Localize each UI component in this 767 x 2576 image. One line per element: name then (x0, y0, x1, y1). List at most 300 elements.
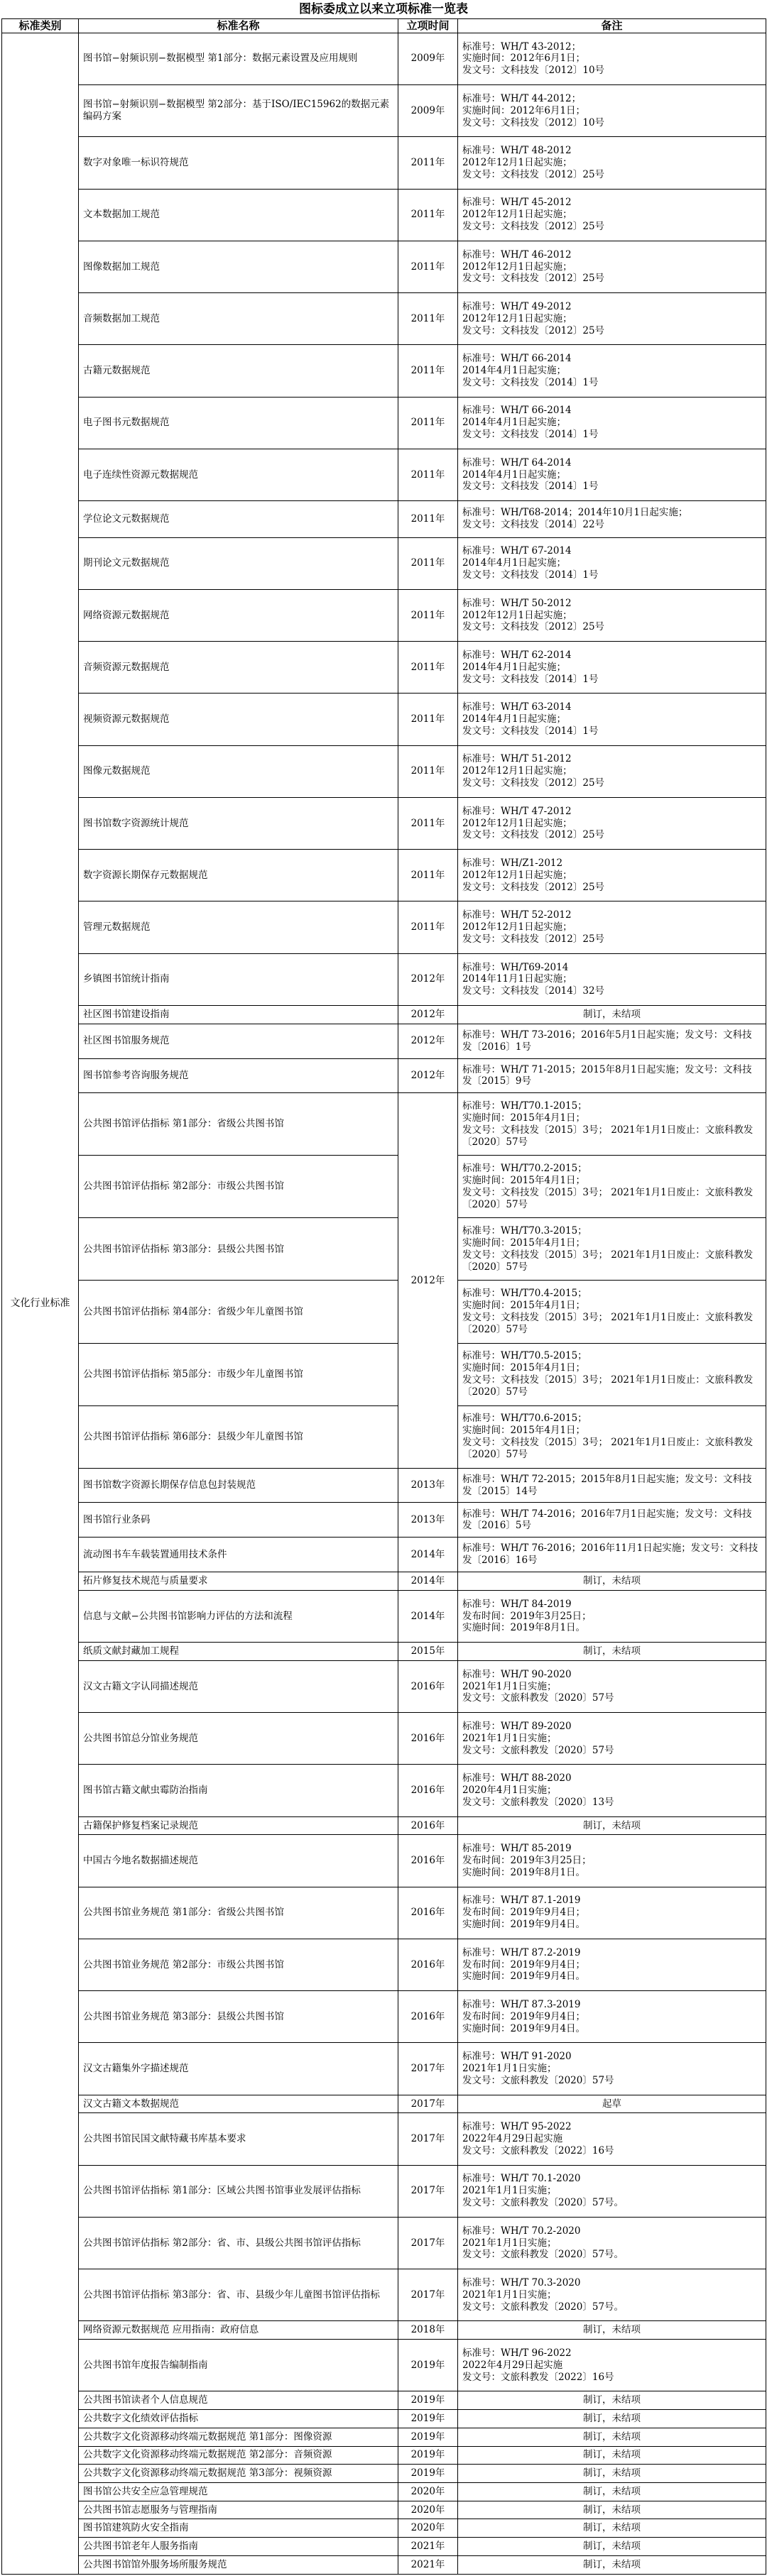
standard-name-cell: 公共图书馆民国文献特藏书库基本要求 (79, 2113, 398, 2165)
column-header-remarks: 备注 (458, 19, 766, 33)
remarks-line: 标准号：WH/T 67-2014 (462, 545, 572, 557)
table-row (2, 2321, 766, 2340)
remarks-line: 发文号：文科技发〔2012〕25号 (462, 168, 605, 180)
table-row (2, 2340, 766, 2391)
year-cell: 2011年 (398, 589, 458, 641)
remarks-cell (458, 2165, 766, 2217)
remarks-line: 2012年12月1日起实施； (462, 869, 572, 881)
standard-name-cell: 信息与文献−公共图书馆影响力评估的方法和流程 (79, 1590, 398, 1642)
table-row (2, 2391, 766, 2410)
remarks-line: 标准号：WH/T 85-2019 (462, 1843, 572, 1855)
standard-name-cell: 公共图书馆评估指标 第2部分：市级公共图书馆 (79, 1156, 398, 1218)
remarks-line: 2012年12月1日起实施； (462, 609, 572, 621)
remarks-line: 标准号：WH/T 51-2012 (462, 753, 572, 765)
standard-name-cell: 图书馆数字资源统计规范 (79, 797, 398, 849)
table-row (2, 2095, 766, 2113)
remarks-cell (458, 745, 766, 797)
remarks-line: 发文号：文旅科教发〔2020〕57号。 (462, 2197, 624, 2209)
year-cell: 2020年 (398, 2501, 458, 2519)
table-row (2, 2519, 766, 2538)
remarks-line: 发文号：文科技发〔2015〕3号； 2021年1月1日废止：文旅科教发〔2020〕57号 (462, 1312, 754, 1335)
remarks-line: 发文号：文科技发〔2012〕10号 (462, 65, 605, 77)
standard-name-cell: 公共图书馆评估指标 第6部分：县级少年儿童图书馆 (79, 1405, 398, 1468)
year-cell: 2011年 (398, 397, 458, 449)
year-cell: 2011年 (398, 189, 458, 241)
remarks-line: 2022年4月29日起实施 (462, 2133, 563, 2145)
standard-name-cell: 图像数据加工规范 (79, 241, 398, 292)
page-title: 图标委成立以来立项标准一览表 (299, 2, 468, 16)
remarks-cell (458, 1590, 766, 1642)
remarks-line: 2012年12月1日起实施； (462, 209, 572, 221)
remarks-cell (458, 1405, 766, 1468)
category-cell: 文化行业标准 (2, 33, 79, 2574)
remarks-cell (458, 2113, 766, 2165)
remarks-line: 实施时间：2015年4月1日； (462, 1300, 586, 1312)
year-cell: 2019年 (398, 2391, 458, 2410)
table-row (2, 2428, 766, 2446)
table-row (2, 2269, 766, 2321)
table-row (2, 1058, 766, 1093)
remarks-cell (458, 2555, 766, 2574)
year-cell: 2011年 (398, 241, 458, 292)
remarks-line: 2012年12月1日起实施； (462, 312, 572, 324)
remarks-cell (458, 1218, 766, 1281)
remarks-line: 标准号：WH/T70.5-2015； (462, 1350, 587, 1362)
table-header-row (2, 19, 766, 33)
remarks-line: 发文号：文旅科教发〔2020〕57号。 (462, 2249, 624, 2261)
remarks-line: 2014年4月1日起实施； (462, 713, 567, 725)
remarks-line: 制订，未结项 (583, 2449, 641, 2461)
standard-name-cell: 古籍保护修复档案记录规范 (79, 1816, 398, 1835)
remarks-line: 实施时间：2015年4月1日； (462, 1237, 586, 1249)
table-row (2, 2113, 766, 2165)
table-row (2, 850, 766, 901)
year-cell: 2018年 (398, 2321, 458, 2340)
year-cell: 2016年 (398, 1816, 458, 1835)
remarks-line: 发文号：文科技发〔2012〕25号 (462, 273, 605, 285)
remarks-line: 标准号：WH/T 91-2020 (462, 2051, 572, 2063)
remarks-line: 发文号：文科技发〔2012〕25号 (462, 881, 605, 893)
remarks-line: 标准号：WH/T 76-2016；2016年11月1日起实施；发文号：文科技发〔2016〕16号 (462, 1542, 758, 1567)
year-cell: 2017年 (398, 2269, 458, 2321)
standard-name-cell: 公共图书馆评估指标 第1部分：省级公共图书馆 (79, 1093, 398, 1156)
standard-name-cell: 图书馆建筑防火安全指南 (79, 2519, 398, 2538)
table-row (2, 1765, 766, 1816)
standard-name-cell: 数字对象唯一标识符规范 (79, 137, 398, 189)
remarks-line: 2014年4月1日起实施； (462, 365, 567, 377)
remarks-line: 标准号：WH/T 45-2012 (462, 197, 572, 209)
remarks-line: 标准号：WH/T70.4-2015； (462, 1288, 587, 1300)
remarks-line: 发文号：文科技发〔2012〕10号 (462, 116, 605, 128)
remarks-line: 标准号：WH/T 62-2014 (462, 649, 572, 661)
year-cell: 2019年 (398, 2340, 458, 2391)
standard-name-cell: 图书馆−射频识别−数据模型 第2部分：基于ISO/IEC15962的数据元素编码方案 (79, 85, 398, 137)
remarks-line: 制订，未结项 (583, 2324, 641, 2336)
standard-name-cell: 拓片修复技术规范与质量要求 (79, 1572, 398, 1591)
remarks-cell (458, 397, 766, 449)
standard-name-cell: 数字资源长期保存元数据规范 (79, 850, 398, 901)
standard-name-cell: 纸质文献封藏加工规程 (79, 1643, 398, 1661)
remarks-line: 发文号：文科技发〔2015〕3号； 2021年1月1日废止：文旅科教发〔2020〕57号 (462, 1374, 754, 1398)
remarks-line: 实施时间：2019年8月1日。 (462, 1622, 586, 1634)
remarks-cell (458, 1991, 766, 2043)
year-cell: 2011年 (398, 537, 458, 589)
table-row (2, 189, 766, 241)
year-cell: 2011年 (398, 694, 458, 745)
table-row (2, 1468, 766, 1503)
column-header-year: 立项时间 (398, 19, 458, 33)
remarks-cell (458, 2446, 766, 2465)
standard-name-cell: 汉文古籍文本数据规范 (79, 2095, 398, 2113)
table-body (2, 33, 766, 2574)
year-cell: 2016年 (398, 1939, 458, 1990)
table-row (2, 397, 766, 449)
remarks-cell (458, 2538, 766, 2556)
year-cell: 2011年 (398, 449, 458, 500)
remarks-line: 2021年1月1日实施； (462, 2185, 557, 2197)
remarks-line: 发文号：文旅科教发〔2020〕57号 (462, 1692, 614, 1704)
year-cell: 2019年 (398, 2410, 458, 2428)
year-cell: 2013年 (398, 1503, 458, 1538)
remarks-line: 制订，未结项 (583, 1008, 641, 1020)
remarks-cell (458, 241, 766, 292)
table-row (2, 2465, 766, 2483)
standard-name-cell: 图书馆参考咨询服务规范 (79, 1058, 398, 1093)
remarks-line: 标准号：WH/T70.6-2015； (462, 1413, 587, 1425)
remarks-line: 2021年1月1日实施； (462, 2289, 557, 2301)
remarks-line: 标准号：WH/T 70.3-2020 (462, 2276, 581, 2289)
table-row (2, 1816, 766, 1835)
remarks-cell (458, 1281, 766, 1343)
standard-name-cell: 电子连续性资源元数据规范 (79, 449, 398, 500)
standard-name-cell: 图像元数据规范 (79, 745, 398, 797)
remarks-cell (458, 1468, 766, 1503)
remarks-cell (458, 1503, 766, 1538)
table-row (2, 2217, 766, 2269)
remarks-line: 标准号：WH/T 95-2022 (462, 2121, 572, 2133)
year-cell: 2017年 (398, 2165, 458, 2217)
remarks-line: 实施时间：2015年4月1日； (462, 1175, 586, 1187)
remarks-line: 标准号：WH/T68-2014；2014年10月1日起实施； (462, 507, 688, 519)
table-row (2, 1713, 766, 1765)
remarks-line: 2021年1月1日实施； (462, 1680, 557, 1692)
remarks-line: 2020年4月1日实施； (462, 1785, 557, 1797)
remarks-line: 标准号：WH/T70.2-2015； (462, 1163, 587, 1175)
table-row (2, 589, 766, 641)
remarks-cell (458, 2410, 766, 2428)
remarks-line: 制订，未结项 (583, 2504, 641, 2516)
remarks-line: 实施时间：2015年4月1日； (462, 1112, 586, 1124)
remarks-cell (458, 1156, 766, 1218)
table-row (2, 642, 766, 694)
remarks-cell (458, 589, 766, 641)
remarks-line: 制订，未结项 (583, 2467, 641, 2479)
remarks-line: 标准号：WH/T 70.2-2020 (462, 2225, 581, 2237)
table-row (2, 2446, 766, 2465)
table-row (2, 1660, 766, 1712)
remarks-line: 实施时间：2019年8月1日。 (462, 1866, 586, 1878)
remarks-line: 实施时间：2015年4月1日； (462, 1362, 586, 1374)
remarks-line: 发文号：文科技发〔2015〕3号； 2021年1月1日废止：文旅科教发〔2020〕57号 (462, 1249, 754, 1273)
table-row (2, 694, 766, 745)
remarks-line: 标准号：WH/T 46-2012 (462, 248, 572, 261)
table-row (2, 2538, 766, 2556)
remarks-line: 制订，未结项 (583, 2522, 641, 2534)
remarks-line: 发文号：文科技发〔2014〕1号 (462, 569, 599, 581)
remarks-cell (458, 797, 766, 849)
year-cell: 2016年 (398, 1887, 458, 1939)
standard-name-cell: 图书馆行业条码 (79, 1503, 398, 1538)
remarks-cell (458, 1538, 766, 1572)
remarks-line: 发文号：文旅科教发〔2020〕57号。 (462, 2301, 624, 2313)
table-row (2, 1024, 766, 1058)
table-row (2, 345, 766, 397)
year-cell: 2019年 (398, 2428, 458, 2446)
table-row (2, 797, 766, 849)
remarks-line: 发文号：文科技发〔2012〕25号 (462, 777, 605, 789)
remarks-line: 实施时间：2019年9月4日。 (462, 1919, 586, 1931)
year-cell: 2019年 (398, 2446, 458, 2465)
year-cell: 2013年 (398, 1468, 458, 1503)
remarks-line: 制订，未结项 (583, 2540, 641, 2552)
table-row (2, 1405, 766, 1468)
year-cell: 2011年 (398, 501, 458, 537)
standard-name-cell: 图书馆古籍文献虫霉防治指南 (79, 1765, 398, 1816)
year-cell: 2012年 (398, 1093, 458, 1468)
remarks-cell (458, 537, 766, 589)
remarks-cell (458, 449, 766, 500)
year-cell: 2011年 (398, 850, 458, 901)
table-row (2, 537, 766, 589)
remarks-cell (458, 2482, 766, 2501)
remarks-cell (458, 1093, 766, 1156)
remarks-line: 2012年12月1日起实施； (462, 156, 572, 168)
standards-table (1, 18, 766, 2575)
remarks-line: 实施时间：2012年6月1日； (462, 53, 586, 65)
table-row (2, 1590, 766, 1642)
remarks-cell (458, 850, 766, 901)
remarks-cell (458, 1005, 766, 1024)
remarks-line: 2021年1月1日实施； (462, 1732, 557, 1744)
remarks-line: 发文号：文科技发〔2014〕1号 (462, 481, 599, 493)
remarks-line: 发文号：文科技发〔2012〕25号 (462, 324, 605, 336)
remarks-cell (458, 501, 766, 537)
remarks-line: 标准号：WH/T 71-2015；2015年8月1日起实施；发文号：文科技发〔2015〕9号 (462, 1063, 752, 1087)
table-row (2, 137, 766, 189)
remarks-line: 标准号：WH/T70.3-2015； (462, 1225, 587, 1237)
table-row (2, 1281, 766, 1343)
standard-name-cell: 视频资源元数据规范 (79, 694, 398, 745)
table-row (2, 1572, 766, 1591)
year-cell: 2016年 (398, 1713, 458, 1765)
remarks-line: 标准号：WH/T 87.3-2019 (462, 1998, 581, 2010)
remarks-cell (458, 1765, 766, 1816)
remarks-line: 发文号：文科技发〔2012〕25号 (462, 621, 605, 633)
remarks-line: 发文号：文旅科教发〔2020〕57号 (462, 1744, 614, 1756)
remarks-line: 实施时间：2012年6月1日； (462, 104, 586, 116)
remarks-line: 标准号：WH/T 90-2020 (462, 1668, 572, 1680)
standard-name-cell: 公共数字文化资源移动终端元数据规范 第1部分：图像资源 (79, 2428, 398, 2446)
table-row (2, 1005, 766, 1024)
year-cell: 2011年 (398, 345, 458, 397)
remarks-cell (458, 1024, 766, 1058)
table-row (2, 2501, 766, 2519)
remarks-line: 发文号：文科技发〔2014〕32号 (462, 985, 605, 997)
standard-name-cell: 网络资源元数据规范 (79, 589, 398, 641)
remarks-line: 发文号：文科技发〔2014〕1号 (462, 725, 599, 737)
remarks-cell (458, 2095, 766, 2113)
year-cell: 2011年 (398, 137, 458, 189)
remarks-cell (458, 1835, 766, 1887)
remarks-cell (458, 1343, 766, 1405)
remarks-line: 发文号：文科技发〔2012〕25号 (462, 221, 605, 233)
standard-name-cell: 汉文古籍集外字描述规范 (79, 2043, 398, 2095)
table-row (2, 1343, 766, 1405)
remarks-line: 发文号：文科技发〔2014〕1号 (462, 429, 599, 441)
remarks-line: 标准号：WH/T 63-2014 (462, 701, 572, 713)
remarks-cell (458, 1887, 766, 1939)
remarks-line: 发布时间：2019年9月4日； (462, 1958, 586, 1971)
table-row (2, 33, 766, 84)
standard-name-cell: 公共数字文化绩效评估指标 (79, 2410, 398, 2428)
remarks-cell (458, 2217, 766, 2269)
table-row (2, 1643, 766, 1661)
standard-name-cell: 公共图书馆评估指标 第3部分：县级公共图书馆 (79, 1218, 398, 1281)
remarks-line: 标准号：WH/T 52-2012 (462, 909, 572, 921)
standard-name-cell: 公共图书馆业务规范 第2部分：市级公共图书馆 (79, 1939, 398, 1990)
standard-name-cell: 文本数据加工规范 (79, 189, 398, 241)
remarks-line: 标准号：WH/T 84-2019 (462, 1598, 572, 1610)
remarks-line: 实施时间：2015年4月1日； (462, 1425, 586, 1437)
remarks-line: 制订，未结项 (583, 2430, 641, 2443)
remarks-line: 发布时间：2019年9月4日； (462, 1907, 586, 1919)
standard-name-cell: 公共图书馆评估指标 第2部分：省、市、县级公共图书馆评估指标 (79, 2217, 398, 2269)
remarks-line: 制订，未结项 (583, 2485, 641, 2497)
year-cell: 2017年 (398, 2113, 458, 2165)
table-row (2, 901, 766, 953)
year-cell: 2011年 (398, 642, 458, 694)
remarks-cell (458, 345, 766, 397)
remarks-line: 标准号：WH/Z1-2012 (462, 857, 563, 869)
standard-name-cell: 公共图书馆读者个人信息规范 (79, 2391, 398, 2410)
year-cell: 2019年 (398, 2465, 458, 2483)
remarks-line: 标准号：WH/T 88-2020 (462, 1772, 572, 1785)
remarks-line: 2014年11月1日起实施； (462, 973, 572, 985)
remarks-cell (458, 1939, 766, 1990)
table-row (2, 293, 766, 345)
standard-name-cell: 流动图书车车载装置通用技术条件 (79, 1538, 398, 1572)
remarks-line: 标准号：WH/T 66-2014 (462, 405, 572, 417)
remarks-line: 标准号：WH/T 64-2014 (462, 456, 572, 468)
year-cell: 2012年 (398, 1005, 458, 1024)
standard-name-cell: 图书馆数字资源长期保存信息包封装规范 (79, 1468, 398, 1503)
standard-name-cell: 网络资源元数据规范 应用指南：政府信息 (79, 2321, 398, 2340)
remarks-cell (458, 2501, 766, 2519)
table-row (2, 1939, 766, 1990)
standard-name-cell: 公共图书馆志愿服务与管理指南 (79, 2501, 398, 2519)
remarks-line: 制订，未结项 (583, 1645, 641, 1657)
remarks-line: 发文号：文旅科教发〔2020〕13号 (462, 1796, 614, 1808)
remarks-cell (458, 2465, 766, 2483)
year-cell: 2011年 (398, 745, 458, 797)
standard-name-cell: 图书馆−射频识别−数据模型 第1部分：数据元素设置及应用规则 (79, 33, 398, 84)
remarks-line: 发文号：文科技发〔2014〕1号 (462, 673, 599, 685)
standard-name-cell: 公共图书馆业务规范 第3部分：县级公共图书馆 (79, 1991, 398, 2043)
table-row (2, 1887, 766, 1939)
standard-name-cell: 社区图书馆建设指南 (79, 1005, 398, 1024)
standard-name-cell: 公共图书馆评估指标 第3部分：省、市、县级少年儿童图书馆评估指标 (79, 2269, 398, 2321)
remarks-line: 2014年4月1日起实施； (462, 417, 567, 429)
standard-name-cell: 公共图书馆评估指标 第5部分：市级少年儿童图书馆 (79, 1343, 398, 1405)
remarks-cell (458, 1713, 766, 1765)
remarks-line: 发布时间：2019年9月4日； (462, 2010, 586, 2022)
remarks-line: 2022年4月29日起实施 (462, 2359, 563, 2371)
remarks-line: 标准号：WH/T70.1-2015； (462, 1100, 587, 1112)
remarks-line: 制订，未结项 (583, 2558, 641, 2570)
standard-name-cell: 汉文古籍文字认同描述规范 (79, 1660, 398, 1712)
remarks-line: 2014年4月1日起实施； (462, 468, 567, 481)
remarks-line: 制订，未结项 (583, 1575, 641, 1587)
remarks-cell (458, 137, 766, 189)
standard-name-cell: 公共图书馆年度报告编制指南 (79, 2340, 398, 2391)
year-cell: 2016年 (398, 1660, 458, 1712)
remarks-cell (458, 1058, 766, 1093)
year-cell: 2016年 (398, 1991, 458, 2043)
remarks-line: 发文号：文科技发〔2012〕25号 (462, 933, 605, 945)
remarks-line: 实施时间：2019年9月4日。 (462, 1971, 586, 1983)
remarks-cell (458, 1816, 766, 1835)
year-cell: 2014年 (398, 1538, 458, 1572)
remarks-line: 发布时间：2019年3月25日； (462, 1855, 592, 1867)
remarks-line: 制订，未结项 (583, 1819, 641, 1831)
remarks-line: 2012年12月1日起实施； (462, 765, 572, 777)
year-cell: 2016年 (398, 1835, 458, 1887)
standard-name-cell: 古籍元数据规范 (79, 345, 398, 397)
year-cell: 2014年 (398, 1572, 458, 1591)
remarks-line: 标准号：WH/T 44-2012； (462, 92, 582, 104)
remarks-cell (458, 1660, 766, 1712)
table-row (2, 501, 766, 537)
table-row (2, 953, 766, 1005)
remarks-line: 2012年12月1日起实施； (462, 817, 572, 829)
column-header-name: 标准名称 (79, 19, 398, 33)
table-row (2, 449, 766, 500)
table-row (2, 2410, 766, 2428)
remarks-cell (458, 953, 766, 1005)
standard-name-cell: 图书馆公共安全应急管理规范 (79, 2482, 398, 2501)
remarks-line: 发文号：文科技发〔2012〕25号 (462, 829, 605, 841)
table-row (2, 1991, 766, 2043)
remarks-line: 2012年12月1日起实施； (462, 921, 572, 933)
remarks-line: 标准号：WH/T 49-2012 (462, 300, 572, 312)
remarks-line: 发布时间：2019年3月25日； (462, 1610, 592, 1622)
remarks-line: 制订，未结项 (583, 2394, 641, 2406)
year-cell: 2012年 (398, 1058, 458, 1093)
standard-name-cell: 社区图书馆服务规范 (79, 1024, 398, 1058)
remarks-line: 发文号：文科技发〔2015〕3号； 2021年1月1日废止：文旅科教发〔2020〕57号 (462, 1186, 754, 1210)
standard-name-cell: 期刊论文元数据规范 (79, 537, 398, 589)
remarks-line: 发文号：文科技发〔2014〕22号 (462, 519, 605, 531)
remarks-line: 标准号：WH/T 96-2022 (462, 2347, 572, 2359)
remarks-cell (458, 1643, 766, 1661)
remarks-cell (458, 85, 766, 137)
year-cell: 2016年 (398, 1765, 458, 1816)
remarks-line: 实施时间：2019年9月4日。 (462, 2022, 586, 2034)
remarks-line: 标准号：WH/T 48-2012 (462, 145, 572, 157)
table-row (2, 1835, 766, 1887)
standard-name-cell: 电子图书元数据规范 (79, 397, 398, 449)
year-cell: 2017年 (398, 2217, 458, 2269)
